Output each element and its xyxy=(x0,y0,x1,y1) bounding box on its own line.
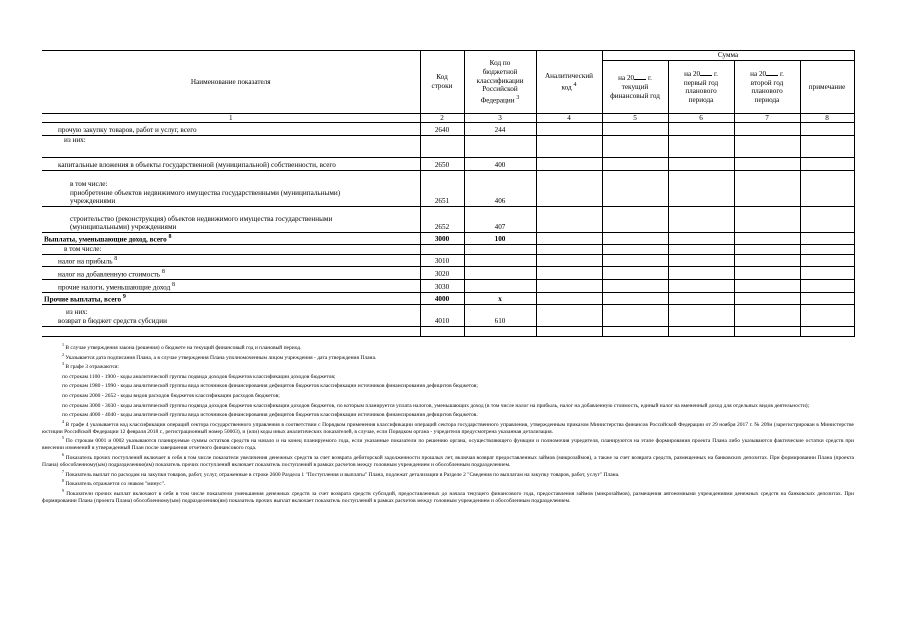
row-code: 3030 xyxy=(420,279,464,292)
cell-y1[interactable] xyxy=(602,244,668,254)
col-num: 2 xyxy=(420,114,464,123)
table-row xyxy=(42,304,854,326)
cell-note[interactable] xyxy=(800,279,854,292)
cell-analytic[interactable] xyxy=(536,292,602,304)
cell-note[interactable] xyxy=(800,123,854,136)
cell-y1[interactable] xyxy=(602,171,668,207)
cell-y1[interactable] xyxy=(602,254,668,266)
header-sum: Сумма xyxy=(602,51,854,61)
row-code: 2651 xyxy=(420,171,464,207)
cell-y1[interactable] xyxy=(602,123,668,136)
row-code: 4000 xyxy=(420,292,464,304)
header-year-1: на 20 г. текущий финансовый год xyxy=(602,60,668,113)
table-row xyxy=(42,244,854,254)
cell-y3[interactable] xyxy=(734,292,800,304)
row-name: налог на добавленную стоимость $^8$ xyxy=(42,266,420,279)
header-code: Код строки xyxy=(420,51,464,114)
table-header-row xyxy=(42,51,854,61)
plan-table xyxy=(42,50,855,337)
col-num: 4 xyxy=(536,114,602,123)
cell-y2[interactable] xyxy=(668,279,734,292)
table-row xyxy=(42,266,854,279)
table-row xyxy=(42,171,854,207)
col-num: 6 xyxy=(668,114,734,123)
header-budget-code: Код по бюджетной классификации Российской Федерации $^3$ xyxy=(464,51,536,114)
row-code: 3020 xyxy=(420,266,464,279)
cell-y2[interactable] xyxy=(668,304,734,326)
row-budget-code: 406 xyxy=(464,171,536,207)
table-row xyxy=(42,233,854,245)
row-budget-code xyxy=(464,279,536,292)
cell-y3[interactable] xyxy=(734,304,800,326)
table-row xyxy=(42,254,854,266)
cell-analytic[interactable] xyxy=(536,136,602,158)
header-analytic: Аналитический код $^4$ xyxy=(536,51,602,114)
footnote-1: $^1$ В случае утверждения закона (решения) о бюджете на текущий финансовый год и плановый период. xyxy=(62,342,302,351)
cell-y2[interactable] xyxy=(668,123,734,136)
cell-analytic[interactable] xyxy=(536,123,602,136)
cell-note[interactable] xyxy=(800,304,854,326)
footnote-3: $^3$ В графе 3 отражаются: xyxy=(62,361,119,371)
cell-y2[interactable] xyxy=(668,207,734,233)
cell-note[interactable] xyxy=(800,207,854,233)
cell-y3[interactable] xyxy=(734,136,800,158)
cell-y2[interactable] xyxy=(668,244,734,254)
row-code: 3000 xyxy=(420,233,464,245)
cell-y1[interactable] xyxy=(602,233,668,245)
cell-y3[interactable] xyxy=(734,266,800,279)
col-num: 5 xyxy=(602,114,668,123)
row-code: 2650 xyxy=(420,158,464,171)
cell-y3[interactable] xyxy=(734,244,800,254)
cell-analytic[interactable] xyxy=(536,207,602,233)
row-name: строительство (реконструкция) объектов недвижимого имущества государственными (муниципальными) учреждениями xyxy=(42,207,420,233)
row-name: прочие налоги, уменьшающие доход $^8$ xyxy=(42,279,420,292)
footnote-8: $^8$ Показатель отражается со знаком "минус". xyxy=(62,478,166,488)
row-name: из них: xyxy=(42,136,420,158)
cell-y2[interactable] xyxy=(668,136,734,158)
header-year-3: на 20 г. второй год планового периода xyxy=(734,60,800,113)
row-code: 2652 xyxy=(420,207,464,233)
cell-y1[interactable] xyxy=(602,304,668,326)
cell-analytic[interactable] xyxy=(536,266,602,279)
footnote-3c: по строкам 2000 - 2652 - коды видов расходов бюджетов классификации расходов бюджетов; xyxy=(62,392,280,399)
row-name: прочую закупку товаров, работ и услуг, всего xyxy=(42,123,420,136)
cell-y2[interactable] xyxy=(668,233,734,245)
row-code xyxy=(420,244,464,254)
row-name: в том числе: xyxy=(42,244,420,254)
row-code: 2640 xyxy=(420,123,464,136)
col-num: 7 xyxy=(734,114,800,123)
table-row xyxy=(42,279,854,292)
footnote-2: $^2$ Указывается дата подписания Плана, а в случае утверждения Плана уполномоченным лицом учреждения - дата утверждения Плана. xyxy=(62,351,377,361)
header-year-2: на 20 г. первый год планового периода xyxy=(668,60,734,113)
cell-y2[interactable] xyxy=(668,292,734,304)
row-budget-code: x xyxy=(464,292,536,304)
cell-note[interactable] xyxy=(800,171,854,207)
row-budget-code: 244 xyxy=(464,123,536,136)
row-name: налог на прибыль $^8$ xyxy=(42,254,420,266)
table-row xyxy=(42,207,854,233)
col-num: 1 xyxy=(42,114,420,123)
row-budget-code: 400 xyxy=(464,158,536,171)
cell-y3[interactable] xyxy=(734,233,800,245)
footnote-3d: по строкам 3000 - 3030 - коды аналитической группы подвида доходов бюджетов классификации доходов бюджетов, по которым планируется уплата налогов, уменьшающих доход (в том числе налог на прибыль, налог на добавленную стоимость, единый налог на вмененный доход для отдельных видов деятельности); xyxy=(62,402,810,409)
header-name: Наименование показателя xyxy=(42,51,420,114)
cell-analytic[interactable] xyxy=(536,304,602,326)
column-numbers-row xyxy=(42,114,854,123)
col-num: 3 xyxy=(464,114,536,123)
footnote-3e: по строкам 4000 - 4040 - коды аналитической группы вида источников финансирования дефицитов бюджетов классификации источников финансирования дефицитов бюджетов. xyxy=(62,412,478,419)
row-budget-code xyxy=(464,136,536,158)
row-name: Прочие выплаты, всего $^9$ xyxy=(42,292,420,304)
cell-note[interactable] xyxy=(800,244,854,254)
row-code: 3010 xyxy=(420,254,464,266)
row-budget-code xyxy=(464,266,536,279)
row-name: Выплаты, уменьшающие доход, всего $^8$ xyxy=(42,233,420,245)
cell-y1[interactable] xyxy=(602,292,668,304)
cell-y2[interactable] xyxy=(668,171,734,207)
cell-note[interactable] xyxy=(800,233,854,245)
footnotes xyxy=(42,342,855,507)
cell-analytic[interactable] xyxy=(536,158,602,171)
row-budget-code: 100 xyxy=(464,233,536,245)
cell-y2[interactable] xyxy=(668,254,734,266)
table-row xyxy=(42,123,854,136)
cell-y2[interactable] xyxy=(668,158,734,171)
cell-note[interactable] xyxy=(800,266,854,279)
row-code: 4010 xyxy=(420,304,464,326)
cell-y3[interactable] xyxy=(734,279,800,292)
cell-y1[interactable] xyxy=(602,207,668,233)
cell-y3[interactable] xyxy=(734,171,800,207)
cell-analytic[interactable] xyxy=(536,233,602,245)
cell-y3[interactable] xyxy=(734,158,800,171)
cell-y1[interactable] xyxy=(602,279,668,292)
footnote-3b: по строкам 1980 - 1990 - коды аналитической группы вида источников финансирования дефицитов бюджетов классификации источников финансирования дефицитов бюджетов; xyxy=(62,383,478,390)
row-budget-code: 407 xyxy=(464,207,536,233)
footnote-4: $^4$ В графе 4 указывается код классификации операций сектора государственного управления в соответствии с Порядком применения классификации операций сектора государственного управления, утвержденным приказом Министерства финансов Российской Федерации от 29 ноября 2017 г. № 209н (зарегистрирован в Министерстве юстиции Российской Федерации 12 февраля 2018 г., регистрационный номер 50003), и (или) коды иных аналитических показателей, в случае, если Порядком органа - учредителя предусмотрена указанная детализация. xyxy=(42,418,854,435)
header-note: примечание xyxy=(800,60,854,113)
row-name: из них: возврат в бюджет средств субсидии xyxy=(42,304,420,326)
cell-y1[interactable] xyxy=(602,136,668,158)
table-row xyxy=(42,158,854,171)
cell-y2[interactable] xyxy=(668,266,734,279)
table-row xyxy=(42,292,854,304)
cell-analytic[interactable] xyxy=(536,244,602,254)
row-name: капитальные вложения в объекты государственной (муниципальной) собственности, всего xyxy=(42,158,420,171)
cell-y1[interactable] xyxy=(602,158,668,171)
col-num: 8 xyxy=(800,114,854,123)
footnote-3a: по строкам 1100 - 1900 - коды аналитической группы подвида доходов бюджетов классификации доходов бюджетов; xyxy=(62,373,336,380)
cell-note[interactable] xyxy=(800,158,854,171)
table-row-empty xyxy=(42,326,854,336)
cell-y3[interactable] xyxy=(734,207,800,233)
row-budget-code xyxy=(464,254,536,266)
table-row xyxy=(42,136,854,158)
row-code xyxy=(420,136,464,158)
footnote-6: $^6$ Показатель прочих поступлений включает в себя в том числе показатели увеличения денежных средств за счет возврата дебиторской задолженности прошлых лет, включая возврат предоставленных займов (микрозаймов), а также за счет возврата средств, размещенных на банковских депозитах. При формировании Плана (проекта Плана) обособленному(ым) подразделению(ям) показатель прочих поступлений включает показатель поступлений в рамках расчетов между головным учреждением и обособленным подразделением. xyxy=(42,452,854,468)
row-budget-code xyxy=(464,244,536,254)
footnote-9: $^9$ Показатели прочих выплат включают в себя в том числе показатели уменьшения денежных средств за счет возврата средств субсидий, предоставленных до начала текущего финансового года, предоставления займов (микрозаймов), размещения автономными учреждениями денежных средств на банковских депозитах. При формировании Плана (проекта Плана) обособленному(ым) подразделению(ям) показатель прочих выплат включает показатель поступлений в рамках расчетов между головным учреждением и обособленным подразделением. xyxy=(42,487,855,504)
cell-y1[interactable] xyxy=(602,266,668,279)
cell-note[interactable] xyxy=(800,292,854,304)
footnote-5: $^5$ По строкам 0001 и 0002 указываются планируемые суммы остатков средств на начало и на конец планируемого года, если указанные показатели по решению органа, осуществляющего функции и полномочия учредителя, планируются на этапе формирования проекта Плана либо указываются фактические остатки средств при внесении изменений в утвержденный План после завершения отчетного финансового года. xyxy=(42,435,854,452)
cell-analytic[interactable] xyxy=(536,171,602,207)
cell-analytic[interactable] xyxy=(536,254,602,266)
cell-note[interactable] xyxy=(800,136,854,158)
row-budget-code: 610 xyxy=(464,304,536,326)
cell-analytic[interactable] xyxy=(536,279,602,292)
row-name: в том числе: приобретение объектов недвижимого имущества государственными (муниципальными) учреждениями xyxy=(42,171,420,207)
footnote-7: $^7$ Показатель выплат по расходам на закупки товаров, работ, услуг, отраженные в строке 2600 Раздела 1 "Поступления и выплаты" Плана, подлежат детализации в Разделе 2 "Сведения по выплатам на закупку товаров, работ, услуг" Плана. xyxy=(62,468,620,478)
cell-y3[interactable] xyxy=(734,123,800,136)
cell-y3[interactable] xyxy=(734,254,800,266)
cell-note[interactable] xyxy=(800,254,854,266)
